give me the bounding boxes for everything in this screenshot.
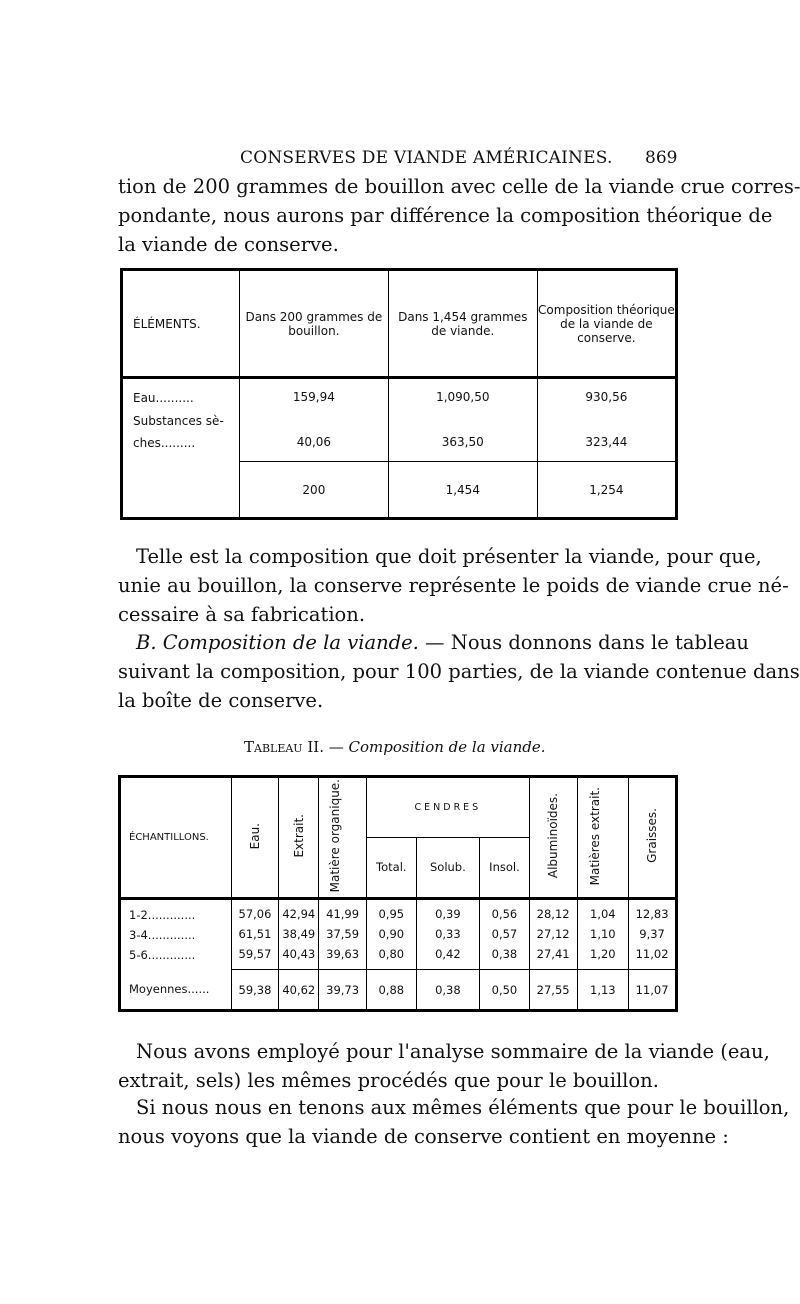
row-label: 3-4............. — [129, 927, 196, 942]
table-data-rows — [122, 378, 677, 462]
table-header-row — [122, 270, 677, 378]
table-data-rows — [120, 898, 677, 969]
cell: 0,39 — [435, 907, 461, 922]
mean-cell: 0,88 — [366, 970, 416, 1011]
text-line: nous voyons que la viande de conserve contient en moyenne : — [118, 1125, 729, 1148]
text-line: la viande de conserve. — [118, 233, 339, 256]
header-samples: ÉCHANTILLONS. — [120, 777, 232, 899]
header-composition: Composition théorique de la viande de conserve. — [537, 270, 676, 378]
cell: 39,63 — [326, 947, 360, 962]
paragraph-methode — [118, 1037, 770, 1095]
text-line: extrait, sels) les mêmes procédés que pour le bouillon. — [118, 1069, 659, 1092]
table-mean-row — [120, 970, 677, 1011]
caption-label: Tableau II. — [244, 738, 324, 756]
header-elements: ÉLÉMENTS. — [122, 270, 240, 378]
header-solub: Solub. — [416, 837, 480, 898]
total-cell: 200 — [239, 462, 388, 519]
text-line: Nous avons employé pour l'analyse sommaire de la viande (eau, — [136, 1040, 770, 1063]
header-viande: Dans 1,454 grammes de viande. — [388, 270, 537, 378]
mean-cell: 39,73 — [319, 970, 367, 1011]
paragraph-moyenne — [118, 1093, 790, 1151]
header-insol: Insol. — [480, 837, 530, 898]
mean-cell: 27,55 — [529, 970, 577, 1011]
text-line: Si nous nous en tenons aux mêmes éléments que pour le bouillon, — [136, 1096, 790, 1119]
mean-cell: 11,07 — [629, 970, 677, 1011]
mean-label: Moyennes...... — [129, 982, 210, 997]
text-line: unie au bouillon, la conserve représente le poids de viande crue né- — [118, 574, 789, 597]
row-labels — [122, 378, 240, 462]
cell: 27,12 — [536, 927, 570, 942]
row-label-substances: Substances sè-ches......... — [133, 413, 224, 450]
cell: 0,42 — [435, 947, 461, 962]
caption-title: Composition de la viande. — [348, 738, 546, 756]
mean-cell: 59,38 — [231, 970, 279, 1011]
cell: 61,51 — [238, 927, 272, 942]
cell: 11,02 — [635, 947, 669, 962]
row-label-eau: Eau.......... — [133, 390, 194, 405]
cell: 59,57 — [238, 947, 272, 962]
cell: 9,37 — [639, 927, 665, 942]
row-label: 1-2............. — [129, 907, 196, 922]
header-extrait: Extrait. — [291, 814, 306, 858]
header-albuminoides: Albuminoïdes. — [546, 793, 561, 879]
cell: 40,43 — [282, 947, 316, 962]
row-label: 5-6............. — [129, 947, 196, 962]
cell: 1,10 — [590, 927, 616, 942]
section-heading: B. Composition de la viande. — [136, 631, 419, 654]
cell: 0,38 — [491, 947, 518, 962]
cell: 0,57 — [491, 927, 518, 942]
cell: 0,80 — [378, 947, 405, 962]
composition-table-1 — [120, 268, 678, 520]
header-cendres: CENDRES — [366, 777, 529, 838]
cell: 38,49 — [282, 927, 316, 942]
mean-cell: 0,50 — [480, 970, 530, 1011]
paragraph-intro — [118, 172, 800, 259]
caption-dash: — — [323, 738, 349, 756]
cell: 40,06 — [296, 435, 332, 450]
header-matiere: Matière organique. — [327, 779, 342, 893]
cell: 930,56 — [585, 390, 628, 405]
header-eau: Eau. — [247, 822, 262, 850]
page-number: 869 — [645, 148, 678, 168]
paragraph-composition — [118, 628, 800, 715]
cell: 57,06 — [238, 907, 272, 922]
mean-cell: 0,38 — [416, 970, 480, 1011]
cell: 28,12 — [536, 907, 570, 922]
cell: 12,83 — [635, 907, 669, 922]
cell: 42,94 — [282, 907, 316, 922]
cell: 363,50 — [441, 435, 484, 450]
cell: 1,04 — [590, 907, 616, 922]
cell: 37,59 — [326, 927, 360, 942]
header-total: Total. — [366, 837, 416, 898]
cell: 1,20 — [590, 947, 616, 962]
mean-cell: 40,62 — [279, 970, 319, 1011]
mean-cell: 1,13 — [577, 970, 629, 1011]
total-cell: 1,254 — [537, 462, 676, 519]
cell: 27,41 — [536, 947, 570, 962]
running-header: CONSERVES DE VIANDE AMÉRICAINES. — [240, 148, 613, 168]
cell: 0,95 — [378, 907, 405, 922]
cell: 159,94 — [292, 390, 335, 405]
table-caption — [244, 738, 546, 756]
cell: 0,90 — [378, 927, 405, 942]
text-line: Telle est la composition que doit présenter la viande, pour que, — [136, 545, 762, 568]
text-line: suivant la composition, pour 100 parties, de la viande contenue dans — [118, 660, 800, 683]
text-line: tion de 200 grammes de bouillon avec celle de la viande crue corres- — [118, 175, 800, 198]
total-cell: 1,454 — [388, 462, 537, 519]
text-line: pondante, nous aurons par différence la composition théorique de — [118, 204, 773, 227]
header-graisses: Graisses. — [645, 808, 660, 864]
cell: 41,99 — [326, 907, 360, 922]
cell: 323,44 — [585, 435, 628, 450]
cell: 0,56 — [491, 907, 518, 922]
composition-table-2 — [118, 775, 678, 1012]
paragraph-telle — [118, 542, 789, 629]
cell: 0,33 — [435, 927, 461, 942]
table-header-row — [120, 777, 677, 838]
cell: 1,090,50 — [436, 390, 490, 405]
table-total-row — [122, 462, 677, 519]
header-matieres-extrait: Matières extrait. — [587, 786, 602, 886]
text-line: cessaire à sa fabrication. — [118, 603, 366, 626]
text-fragment: — Nous donnons dans le tableau — [418, 631, 749, 654]
header-bouillon: Dans 200 grammes de bouillon. — [239, 270, 388, 378]
text-line: la boîte de conserve. — [118, 689, 324, 712]
